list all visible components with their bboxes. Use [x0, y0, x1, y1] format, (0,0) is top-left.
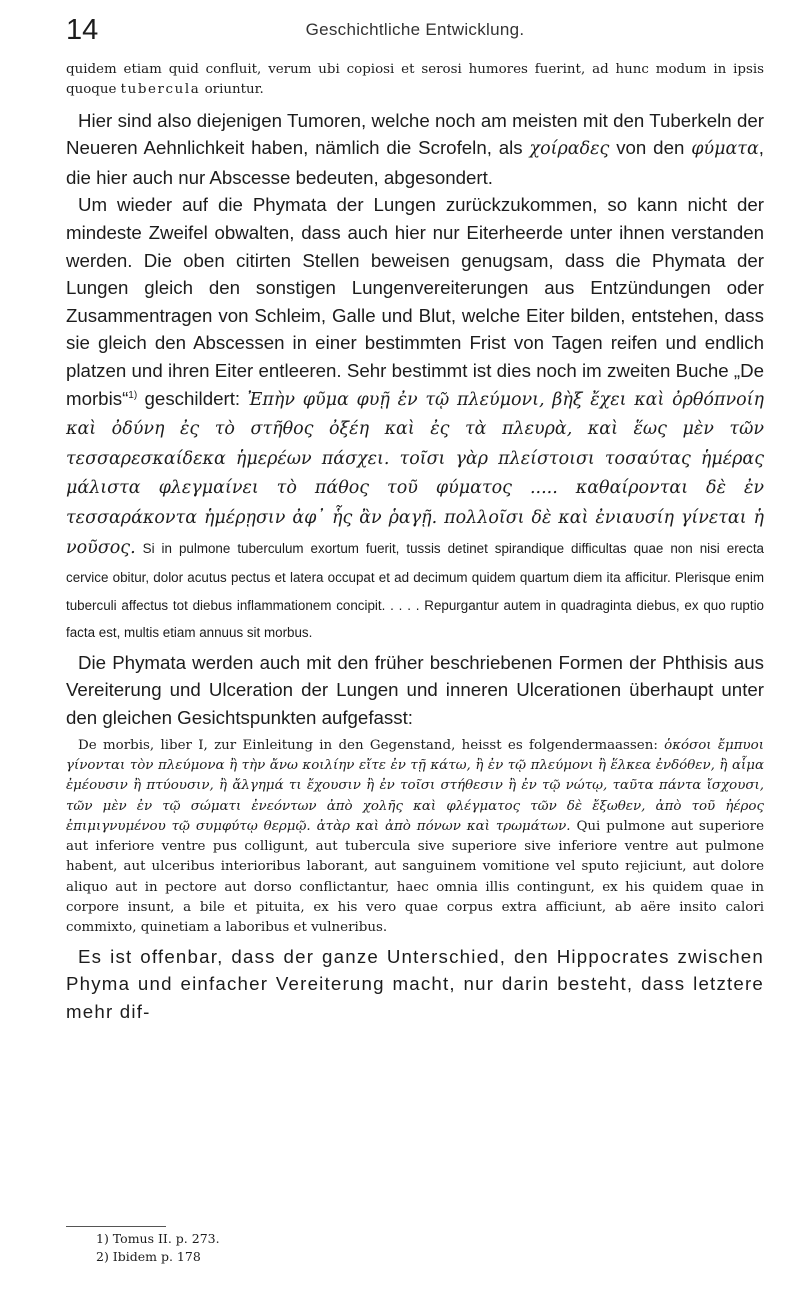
paragraph-phthisis: Die Phymata werden auch mit den früher beschriebenen Formen der Phthisis aus Vereiterung und Ulceration der Lungen und inneren Ulcerationen überhaupt unter den gleichen Gesichtspunkten aufgefasst:: [66, 651, 764, 729]
paragraph-conclusion: Es ist offenbar, dass der ganze Unterschied, den Hippocrates zwischen Phyma und einfacher Vereiterung macht, nur darin besteht, dass letztere mehr dif-: [66, 945, 764, 1022]
spaced-term: tubercula: [120, 82, 201, 98]
latin-continuation: quidem etiam quid confluit, verum ubi copiosi et serosi humores fuerint, ad hunc modum in ipsis quoque tubercula oriuntur.: [66, 62, 764, 98]
footnote-ref: 1): [128, 389, 138, 401]
paragraph-phymata: Um wieder auf die Phymata der Lungen zurückzukommen, so kann nicht der mindeste Zweifel obwalten, dass auch hier nur Eiterheerde unter ihnen verstanden werden. Die oben citirten Stellen beweisen genugsam, dass die Phymata der Lungen gleich den sonstigen Lungenvereiterungen aus Entzündungen oder Zusammentragen von Schleim, Galle und Blut, welche Eiter bilden, entstehen, dass sie gleich den Abscessen in einer bestimmten Frist von Tagen reifen und endlich platzen und ihren Eiter entleeren. Sehr bestimmt ist dies noch im zweiten Buche „De morbis“$^{1)}$ geschildert: Ἐπὴν φῦμα φυῇ ἐν τῷ πλεύμονι, βὴξ ἔχει καὶ ὀρθόπνοίη καὶ ὀδύνη ἐς τὸ στῆθος ὀξέη καὶ ἐς τὰ πλευρὰ, καὶ ἕως μὲν τῶν τεσσαρεσκαίδεκα ἡμερέων πάσχει. τοῖσι γὰρ πλείστοισι τοσαύτας ἡμέρας μάλιστα φλεγμαίνει τὸ πάθος τοῦ φύματος ..... καθαίρονται δὲ ἐν τεσσαράκοντα ἡμέρῃσιν ἀφ᾽ ἧς ἂν ῥαγῇ. πολλοῖσι δὲ καὶ ἐνιαυσίη γίνεται ἡ νοῦσος. Si in pulmone tuberculum exortum fuerit, tussis detinet spirandique difficultas quae non nisi erecta cervice obitur, dolor acutus pectus et latera occupat et ad decimum quidem quartum diem ita afficitur. Plerisque enim tuberculi affectus tot diebus inflammationem concipit. . . . . Repurgantur autem in quadraginta diebus, ex quo ruptio facta est, multis etiam annuus sit morbus.: [66, 194, 764, 641]
footnote: 2) Ibidem p. 178: [96, 1249, 201, 1264]
greek-term: χοίραδες: [529, 139, 610, 160]
greek-quotation: ὁκόσοι ἔμπυοι γίνονται τὸν πλεύμονα ἢ τὴν ἄνω κοιλίην εἴτε ἐν τῇ κάτω, ἢ ἐν τῷ πλεύμονι ἢ ἕλκεα ἐνδόθεν, ἢ αἷμα ἐμέουσιν ἢ πτύουσιν, ἢ ἄλγημά τι ἔχουσιν ἢ ἐν τοῖσι στήθεσιν ἢ ἐν τῷ νώτῳ, ταῦτα πάντα ἴσχουσι, τῶν μὲν ἐν τῷ σώματι ἐνεόντων ἀπὸ χολῆς καὶ φλέγματος τῶν δὲ ἔξωθεν, ἀπὸ τοῦ ἠέρος ἐπιμιγνυμένου τῷ συμφύτῳ θερμῷ. ἀτὰρ καὶ ἀπὸ πόνων καὶ τρωμάτων.: [66, 737, 764, 834]
greek-quotation: Ἐπὴν φῦμα φυῇ ἐν τῷ πλεύμονι, βὴξ ἔχει καὶ ὀρθόπνοίη καὶ ὀδύνη ἐς τὸ στῆθος ὀξέη καὶ ἐς τὰ πλευρὰ, καὶ ἕως μὲν τῶν τεσσαρεσκαίδεκα ἡμερέων πάσχει. τοῖσι γὰρ πλείστοισι τοσαύτας ἡμέρας μάλιστα φλεγμαίνει τὸ πάθος τοῦ φύματος ..... καθαίρονται δὲ ἐν τεσσαράκοντα ἡμέρῃσιν ἀφ᾽ ἧς ἂν ῥαγῇ. πολλοῖσι δὲ καὶ ἐνιαυσίη γίνεται ἡ νοῦσος.: [66, 389, 764, 558]
latin-translation: Si in pulmone tuberculum exortum fuerit, tussis detinet spirandique difficultas quae non nisi erecta cervice obitur, dolor acutus pectus et latera occupat et ad decimum quidem quartum diem ita afficitur. Plerisque enim tuberculi affectus tot diebus inflammationem concipit. . . . . Repurgantur autem in quadraginta diebus, ex quo ruptio facta est, multis etiam annuus sit morbus.: [66, 540, 764, 641]
running-title: Geschichtliche Entwicklung.: [305, 20, 525, 39]
paragraph-scrofeln: Hier sind also diejenigen Tumoren, welche noch am meisten mit den Tuberkeln der Neueren Aehnlichkeit haben, nämlich die Scrofeln, als χοίραδες von den φύματα, die hier auch nur Abscesse bedeuten, abgesondert.: [66, 109, 764, 188]
page-header: [66, 14, 764, 48]
page-body: [66, 60, 764, 1025]
greek-term: φύματα: [691, 139, 759, 160]
latin-translation: Qui pulmone aut superiore aut inferiore ventre pus colligunt, aut tubercula sive superiore sive inferiore ventre aut pulmone habent, aut ulceribus interioribus laborant, aut sanguinem vomitione vel sputo rejiciunt, aut dolore aliquo aut in pectore aut dorso conflictantur, haec omnia illis contingunt, ex his quidem quae in corpore insunt, a bile et pituita, ex his vero quae corpus extra afficiunt, ab aëre insito calori commixto, quinetiam a laboribus et vulneribus.: [66, 818, 764, 936]
paragraph-de-morbis: De morbis, liber I, zur Einleitung in den Gegenstand, heisst es folgendermaassen: ὁκόσοι ἔμπυοι γίνονται τὸν πλεύμονα ἢ τὴν ἄνω κοιλίην εἴτε ἐν τῇ κάτω, ἢ ἐν τῷ πλεύμονι ἢ ἕλκεα ἐνδόθεν, ἢ αἷμα ἐμέουσιν ἢ πτύουσιν, ἢ ἄλγημά τι ἔχουσιν ἢ ἐν τοῖσι στήθεσιν ἢ ἐν τῷ νώτῳ, ταῦτα πάντα ἴσχουσι, τῶν μὲν ἐν τῷ σώματι ἐνεόντων ἀπὸ χολῆς καὶ φλέγματος τῶν δὲ ἔξωθεν, ἀπὸ τοῦ ἠέρος ἐπιμιγνυμένου τῷ συμφύτῳ θερμῷ. ἀτὰρ καὶ ἀπὸ πόνων καὶ τρωμάτων. Qui pulmone aut superiore aut inferiore ventre pus colligunt, aut tubercula sive superiore sive inferiore ventre aut pulmone habent, aut ulceribus interioribus laborant, aut sanguinem vomitione vel sputo rejiciunt, aut dolore aliquo aut in pectore aut dorso conflictantur, haec omnia illis contingunt, ex his quidem quae in corpore insunt, a bile et pituita, ex his vero quae corpus extra afficiunt, ab aëre insito calori commixto, quinetiam a laboribus et vulneribus.: [66, 737, 764, 936]
footnote: 1) Tomus II. p. 273.: [96, 1231, 220, 1246]
footnote-rule: [66, 1226, 166, 1227]
page-number: 14: [66, 14, 99, 46]
footnotes: [96, 1230, 696, 1266]
